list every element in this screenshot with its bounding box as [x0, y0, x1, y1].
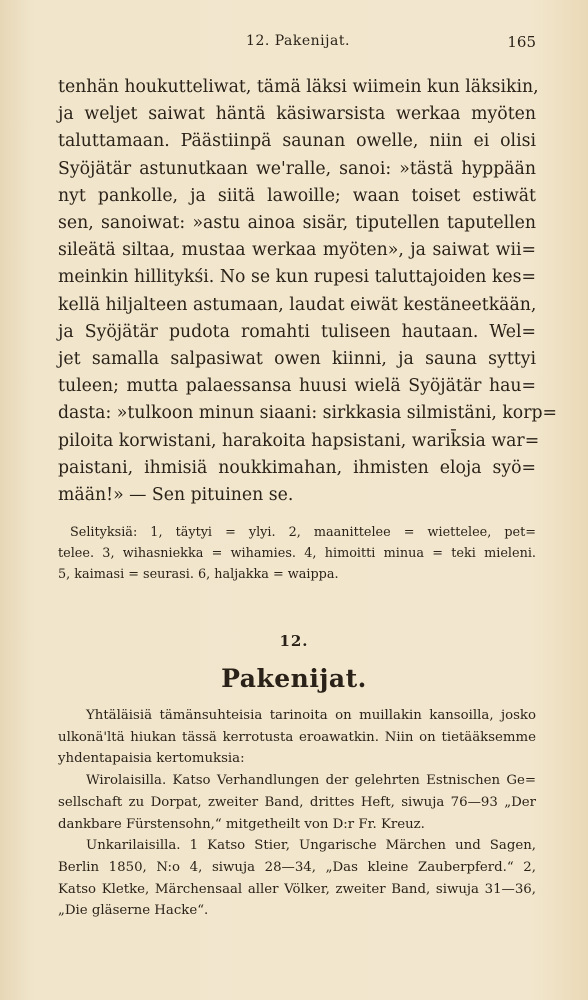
note-line: telee. 3, wihasniekka = wihamies. 4, himoitti minua = teki mieleni.: [58, 545, 536, 561]
intro-line: sellschaft zu Dorpat, zweiter Band, drittes Heft, siwuja 76—93 „Der: [58, 794, 536, 810]
text-line: kellä hiljalteen astumaan, laudat eiwät kestäneetkään,: [58, 294, 537, 315]
intro-line: dankbare Fürstensohn,“ mitgetheilt von D:r Fr. Kreuz.: [58, 816, 425, 832]
explanatory-notes: [58, 523, 536, 585]
intro-line: Katso Kletke, Märchensaal aller Völker, zweiter Band, siwuja 31—36,: [58, 881, 536, 897]
note-line: 5, kaimasi = seurasi. 6, haljakka = waippa.: [58, 566, 339, 582]
section-number: 12.: [279, 632, 309, 650]
section-intro: [58, 705, 536, 922]
intro-line: Unkarilaisilla. 1 Katso Stier, Ungarische Märchen und Sagen,: [86, 838, 536, 854]
intro-line: „Die gläserne Hacke“.: [58, 903, 209, 919]
text-line: ja weljet saiwat häntä käsiwarsista werkaa myöten: [58, 104, 536, 125]
running-head: 12. Pakenijat.: [246, 33, 350, 49]
text-line: mään!» — Sen pituinen se.: [58, 485, 294, 506]
text-line: ja Syöjätär pudota romahti tuliseen hautaan. Wel=: [58, 321, 536, 342]
page-number: 165: [507, 33, 536, 51]
intro-line: Berlin 1850, N:o 4, siwuja 28—34, „Das kleine Zauberpferd.“ 2,: [58, 859, 536, 875]
text-line: tuleen; mutta palaessansa huusi wielä Syöjätär hau=: [58, 376, 536, 397]
text-line: Syöjätär astunutkaan we'ralle, sanoi: »tästä hyppään: [58, 158, 536, 179]
text-line: tenhän houkutteliwat, tämä läksi wiimein kun läksikin,: [58, 77, 539, 97]
note-line: Selityksiä: 1, täytyi = ylyi. 2, maanittelee = wiettelee, pet=: [70, 525, 536, 540]
intro-line: Yhtäläisiä tämänsuhteisia tarinoita on muillakin kansoilla, josko: [86, 708, 536, 723]
text-line: dasta: »tulkoon minun siaani: sirkkasia silmistäni, korp=: [58, 403, 558, 424]
text-line: jet samalla salpasiwat owen kiinni, ja sauna syttyi: [58, 349, 536, 370]
text-line: piloita korwistani, harakoita hapsistani, warik̄sia war=: [58, 430, 540, 451]
text-line: taluttamaan. Päästiinpä saunan owelle, niin ei olisi: [58, 131, 536, 152]
text-line: paistani, ihmisiä noukkimahan, ihmisten eloja syö=: [58, 457, 536, 478]
text-line: meinkin hillitykśi. No se kun rupesi taluttajoiden kes=: [58, 267, 536, 288]
story-text: [58, 74, 558, 509]
page-header: [60, 33, 536, 57]
text-line: sileätä siltaa, mustaa werkaa myöten», ja saiwat wii=: [58, 240, 536, 261]
section-title: Pakenijat.: [221, 664, 367, 693]
intro-line: Wirolaisilla. Katso Verhandlungen der gelehrten Estnischen Ge=: [86, 773, 536, 789]
intro-line: yhdentapaisia kertomuksia:: [58, 751, 245, 767]
intro-line: ulkonä'ltä hiukan tässä kerrotusta eroawatkin. Niin on tietääksemme: [58, 729, 536, 745]
text-line: nyt pankolle, ja siitä lawoille; waan toiset estiwät: [58, 185, 536, 206]
text-line: sen, sanoiwat: »astu ainoa sisär, tiputellen taputellen: [58, 213, 536, 234]
